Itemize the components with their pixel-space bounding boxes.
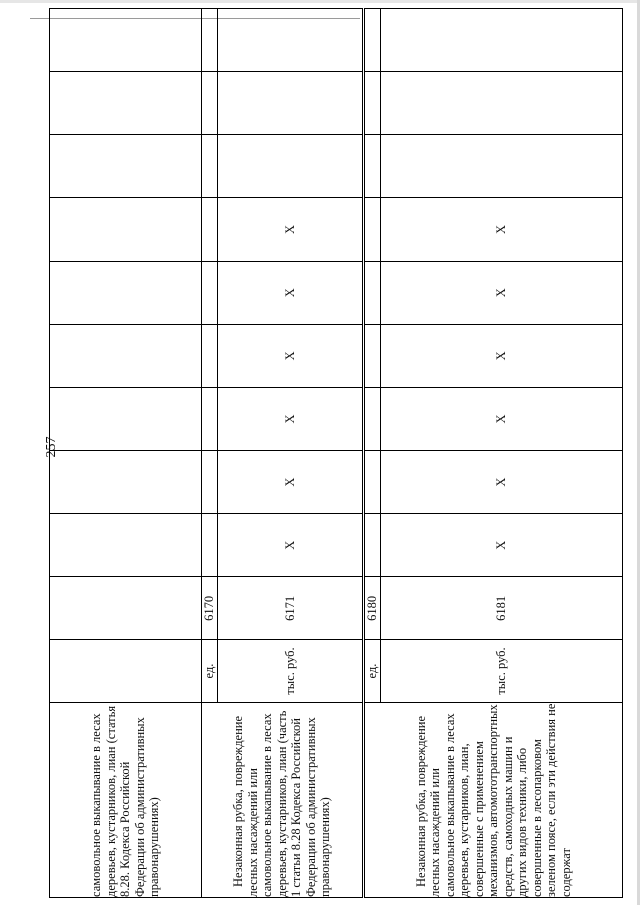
- value-cell: [202, 198, 218, 261]
- value-cell: [381, 135, 623, 198]
- x-mark: X: [218, 261, 364, 324]
- scan-edge-top: [0, 0, 640, 3]
- x-mark: X: [218, 324, 364, 387]
- value-cell: [364, 9, 381, 72]
- value-cell: [364, 261, 381, 324]
- value-cell: [364, 387, 381, 450]
- value-cell: [50, 514, 202, 577]
- statistics-table: [49, 8, 623, 898]
- table-row: [50, 9, 202, 898]
- value-cell: [202, 324, 218, 387]
- value-cell: [202, 451, 218, 514]
- value-cell: [50, 72, 202, 135]
- value-cell: [202, 514, 218, 577]
- row-description: Незаконная рубка, повреждение лесных насаждений или самовольное выкапывание в лесах деревьев, кустарников, лиан, совершенные с применением механизмов, автомототранспортных средств, самоходных машин и других видов техники, либо совершенные в лесопарковом зеленом поясе, если эти действия не содержат: [364, 702, 623, 897]
- code-cell: 6180: [364, 577, 381, 640]
- table-row: [364, 9, 381, 898]
- value-cell: [202, 72, 218, 135]
- value-cell: [381, 9, 623, 72]
- code-cell: [50, 577, 202, 640]
- code-cell: 6181: [381, 577, 623, 640]
- rotated-page-content: [49, 8, 619, 898]
- unit-cell: тыс. руб.: [218, 640, 364, 702]
- value-cell: [50, 387, 202, 450]
- value-cell: [218, 9, 364, 72]
- x-mark: X: [218, 514, 364, 577]
- page-number: 257: [44, 436, 59, 458]
- unit-cell: тыс. руб.: [381, 640, 623, 702]
- value-cell: [202, 9, 218, 72]
- value-cell: [364, 198, 381, 261]
- row-description: самовольное выкапывание в лесах деревьев, кустарников, лиан (статья 8.28. Кодекса Российской Федерации об административных правонарушениях): [50, 702, 202, 897]
- x-mark: X: [381, 387, 623, 450]
- value-cell: [218, 72, 364, 135]
- value-cell: [218, 135, 364, 198]
- x-mark: X: [381, 514, 623, 577]
- value-cell: [50, 198, 202, 261]
- value-cell: [50, 451, 202, 514]
- x-mark: X: [381, 324, 623, 387]
- code-cell: 6170: [202, 577, 218, 640]
- value-cell: [202, 387, 218, 450]
- value-cell: [50, 324, 202, 387]
- x-mark: X: [218, 198, 364, 261]
- value-cell: [364, 135, 381, 198]
- value-cell: [381, 72, 623, 135]
- value-cell: [364, 324, 381, 387]
- value-cell: [50, 261, 202, 324]
- value-cell: [202, 135, 218, 198]
- value-cell: [50, 135, 202, 198]
- value-cell: [202, 261, 218, 324]
- x-mark: X: [218, 451, 364, 514]
- x-mark: X: [381, 451, 623, 514]
- value-cell: [364, 451, 381, 514]
- value-cell: [50, 9, 202, 72]
- unit-cell: [50, 640, 202, 702]
- value-cell: [364, 514, 381, 577]
- table-row: [202, 9, 218, 898]
- x-mark: X: [218, 387, 364, 450]
- value-cell: [364, 72, 381, 135]
- code-cell: 6171: [218, 577, 364, 640]
- x-mark: X: [381, 198, 623, 261]
- unit-cell: ед.: [364, 640, 381, 702]
- x-mark: X: [381, 261, 623, 324]
- unit-cell: ед.: [202, 640, 218, 702]
- row-description: Незаконная рубка, повреждение лесных насаждений или самовольное выкапывание в лесах деревьев, кустарников, лиан (часть 1 статьи 8.28 Кодекса Российской Федерации об административных правонарушениях): [202, 702, 364, 897]
